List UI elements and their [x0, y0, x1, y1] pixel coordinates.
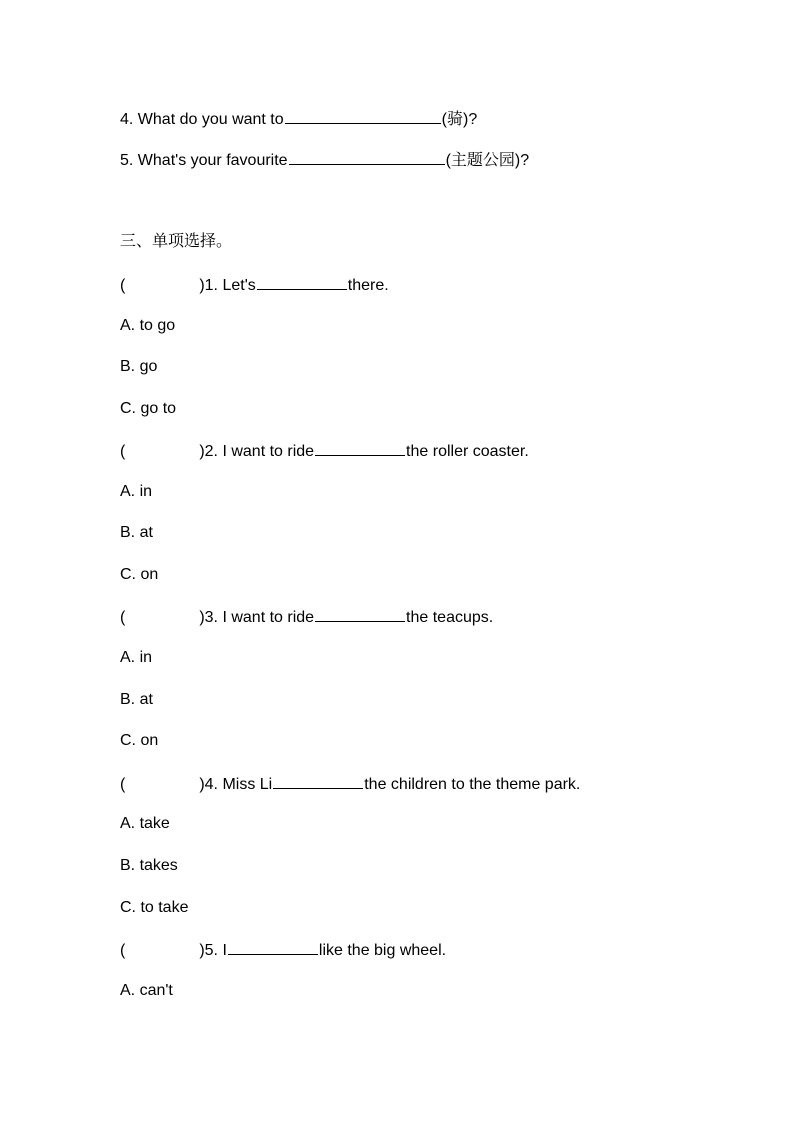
option-2c: C. on — [120, 566, 159, 583]
answer-blank[interactable] — [315, 606, 405, 622]
answer-paren: ( — [120, 942, 126, 959]
question-stem-end: the teacups. — [406, 609, 494, 626]
answer-paren: ( — [120, 776, 126, 793]
question-1 — [120, 274, 389, 294]
question-stem-end: there. — [347, 277, 389, 294]
question-stem-end: like the big wheel. — [318, 942, 447, 959]
fill-in-item-4 — [120, 108, 477, 128]
answer-paren: ( — [120, 443, 126, 460]
option-2a: A. in — [120, 483, 153, 500]
option-5a: A. can't — [120, 982, 173, 999]
answer-paren: ( — [120, 609, 126, 626]
option-3b: B. at — [120, 691, 153, 708]
option-2b: B. at — [120, 524, 153, 541]
option-4b: B. takes — [120, 857, 178, 874]
question-5 — [120, 939, 446, 959]
answer-blank[interactable] — [273, 773, 363, 789]
question-stem-end: the children to the theme park. — [364, 776, 581, 793]
question-4 — [120, 773, 580, 793]
answer-blank[interactable] — [285, 108, 441, 124]
question-stem-end: the roller coaster. — [406, 443, 529, 460]
fill-in-suffix: (骑)? — [441, 111, 478, 128]
question-stem: )4. Miss Li — [199, 776, 273, 793]
question-3 — [120, 606, 493, 626]
option-1b: B. go — [120, 358, 158, 375]
option-1c: C. go to — [120, 400, 177, 417]
fill-in-suffix: (主题公园)? — [445, 152, 530, 169]
option-3c: C. on — [120, 732, 159, 749]
option-1a: A. to go — [120, 317, 176, 334]
answer-blank[interactable] — [257, 274, 347, 290]
question-stem: )5. I — [199, 942, 227, 959]
fill-in-prefix: 4. What do you want to — [120, 111, 284, 128]
fill-in-prefix: 5. What's your favourite — [120, 152, 288, 169]
answer-paren: ( — [120, 277, 126, 294]
question-stem: )1. Let's — [199, 277, 256, 294]
fill-in-item-5 — [120, 149, 529, 169]
question-stem: )2. I want to ride — [199, 443, 315, 460]
question-stem: )3. I want to ride — [199, 609, 315, 626]
option-4c: C. to take — [120, 899, 189, 916]
question-2 — [120, 440, 529, 460]
section-title: 三、单项选择。 — [120, 233, 233, 250]
answer-blank[interactable] — [289, 149, 445, 165]
option-3a: A. in — [120, 649, 153, 666]
option-4a: A. take — [120, 815, 170, 832]
answer-blank[interactable] — [228, 939, 318, 955]
answer-blank[interactable] — [315, 440, 405, 456]
